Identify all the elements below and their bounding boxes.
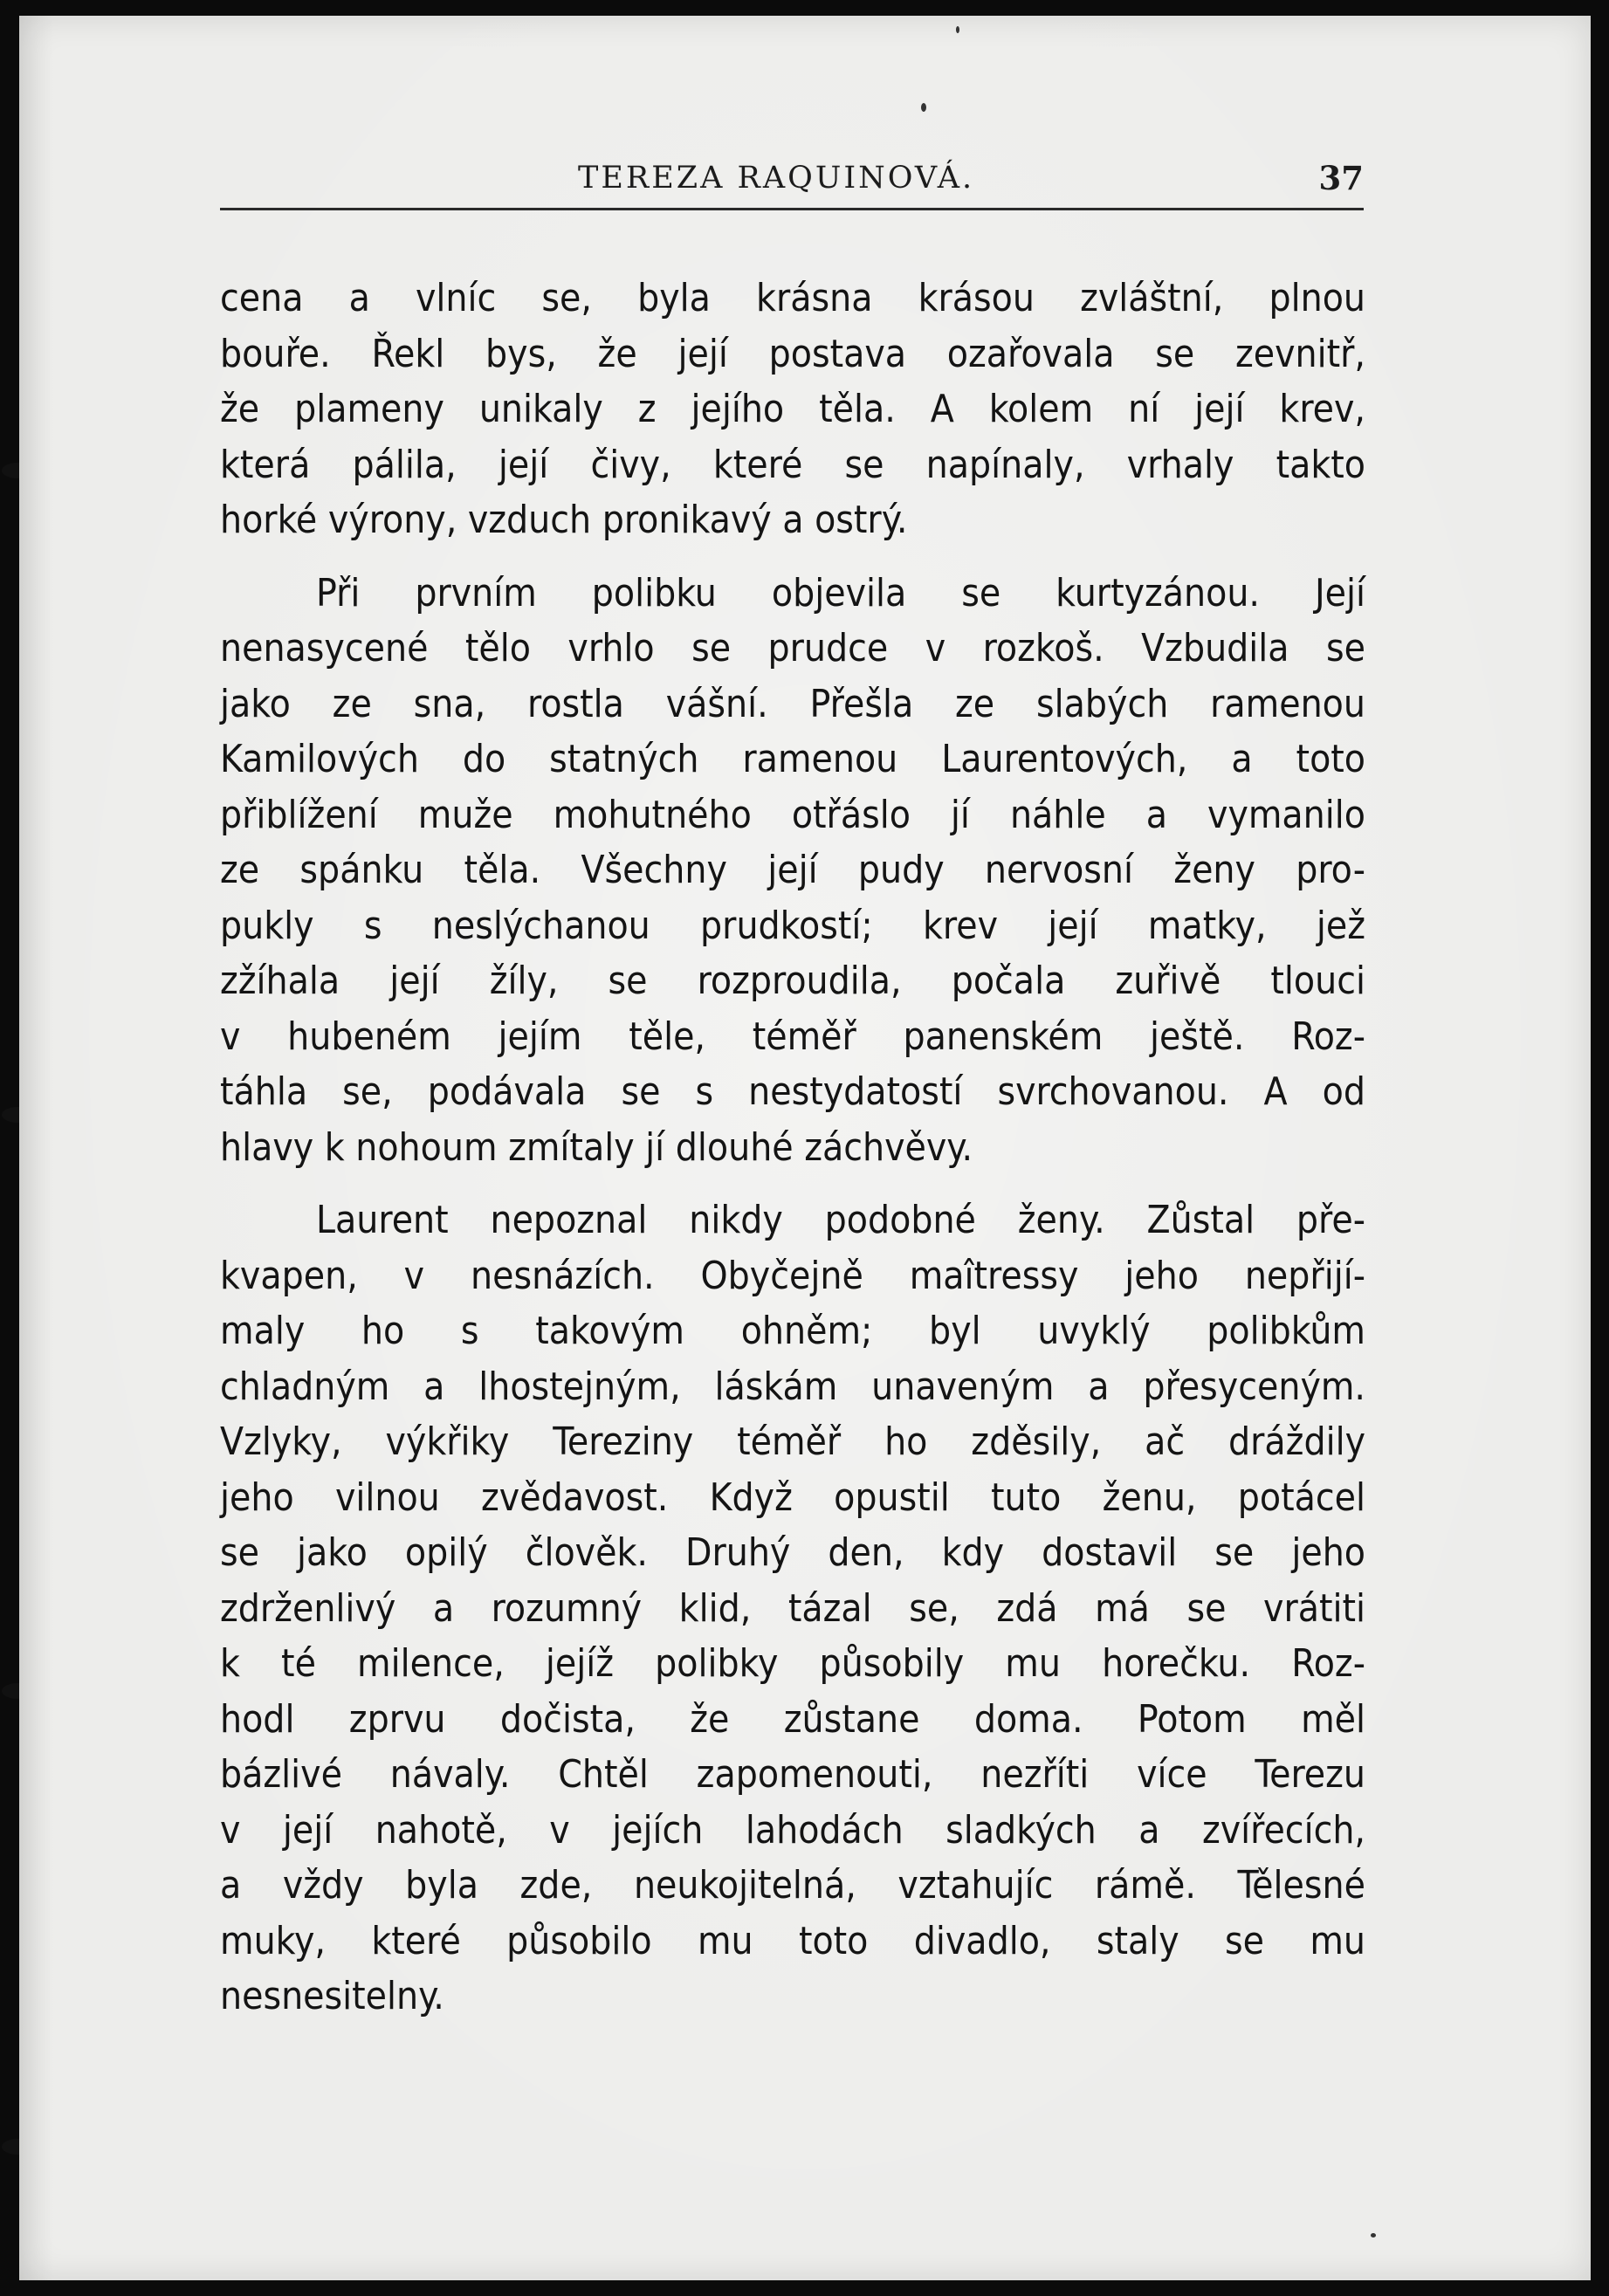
text-line: zdrženlivý a rozumný klid, tázal se, zdá má se vrátiti [220, 1585, 1365, 1631]
paragraph-3 [220, 1193, 1365, 2024]
paragraph-1 [220, 271, 1365, 548]
text-line: hlavy k nohoum zmítaly jí dlouhé záchvěvy. [220, 1124, 973, 1170]
text-line: chladným a lhostejným, láskám unaveným a přesyceným. [220, 1364, 1365, 1409]
text-line: Kamilových do statných ramenou Laurentových, a toto [220, 737, 1365, 781]
text-line: hodl zprvu dočista, že zůstane doma. Potom měl [220, 1696, 1365, 1742]
running-header [220, 154, 1364, 210]
text-line: táhla se, podávala se s nestydatostí svrchovanou. A od [220, 1069, 1365, 1114]
text-line: horké výrony, vzduch pronikavý a ostrý. [220, 498, 908, 542]
text-line: Při prvním polibku objevila se kurtyzánou. Její [316, 570, 1365, 615]
page-number: 37 [1318, 159, 1364, 197]
text-line: muky, které působilo mu toto divadlo, staly se mu [220, 1918, 1365, 1963]
text-line: cena a vlníc se, byla krásna krásou zvláštní, plnou [220, 276, 1365, 320]
text-line: ze spánku těla. Všechny její pudy nervosní ženy pro- [220, 848, 1365, 892]
page-speck [1371, 2233, 1376, 2238]
text-line: bouře. Řekl bys, že její postava ozařovala se zevnitř, [220, 331, 1365, 376]
paragraph-2 [220, 566, 1365, 1176]
text-line: jeho vilnou zvědavost. Když opustil tuto ženu, potácel [220, 1475, 1365, 1520]
text-line: bázlivé návaly. Chtěl zapomenouti, nezříti více Terezu [220, 1752, 1365, 1797]
text-line: maly ho s takovým ohněm; byl uvyklý polibkům [220, 1309, 1365, 1353]
text-line: která pálila, její čivy, které se napínaly, vrhaly takto [220, 442, 1365, 487]
text-line: že plameny unikaly z jejího těla. A kolem ní její krev, [220, 387, 1365, 431]
page-speck [956, 26, 959, 33]
text-line: pukly s neslýchanou prudkostí; krev její matky, jež [220, 903, 1365, 948]
text-line: nesnesitelny. [220, 1974, 444, 2018]
running-title: TEREZA RAQUINOVÁ. [578, 161, 975, 196]
text-line: se jako opilý člověk. Druhý den, kdy dostavil se jeho [220, 1530, 1365, 1575]
text-line: k té milence, jejíž polibky působily mu horečku. Roz- [220, 1641, 1365, 1686]
text-line: zžíhala její žíly, se rozproudila, počala zuřivě tlouci [220, 959, 1365, 1003]
text-line: v její nahotě, v jejích lahodách sladkých a zvířecích, [220, 1807, 1365, 1853]
body-text [220, 271, 1365, 2042]
text-line: nenasycené tělo vrhlo se prudce v rozkoš. Vzbudila se [220, 626, 1365, 670]
text-line: v hubeném jejím těle, téměř panenském ještě. Roz- [220, 1014, 1365, 1059]
text-line: a vždy byla zde, neukojitelná, vztahujíc rámě. Tělesné [220, 1863, 1365, 1908]
text-line: jako ze sna, rostla vášní. Přešla ze slabých ramenou [220, 681, 1365, 726]
text-line: kvapen, v nesnázích. Obyčejně maîtressy jeho nepřijí- [220, 1253, 1365, 1298]
text-line: Vzlyky, výkřiky Tereziny téměř ho zděsily, ač dráždily [220, 1420, 1365, 1464]
text-line: Laurent nepoznal nikdy podobné ženy. Zůstal pře- [316, 1198, 1365, 1242]
text-line: přiblížení muže mohutného otřáslo jí náhle a vymanilo [220, 792, 1365, 837]
page-speck [921, 103, 926, 112]
